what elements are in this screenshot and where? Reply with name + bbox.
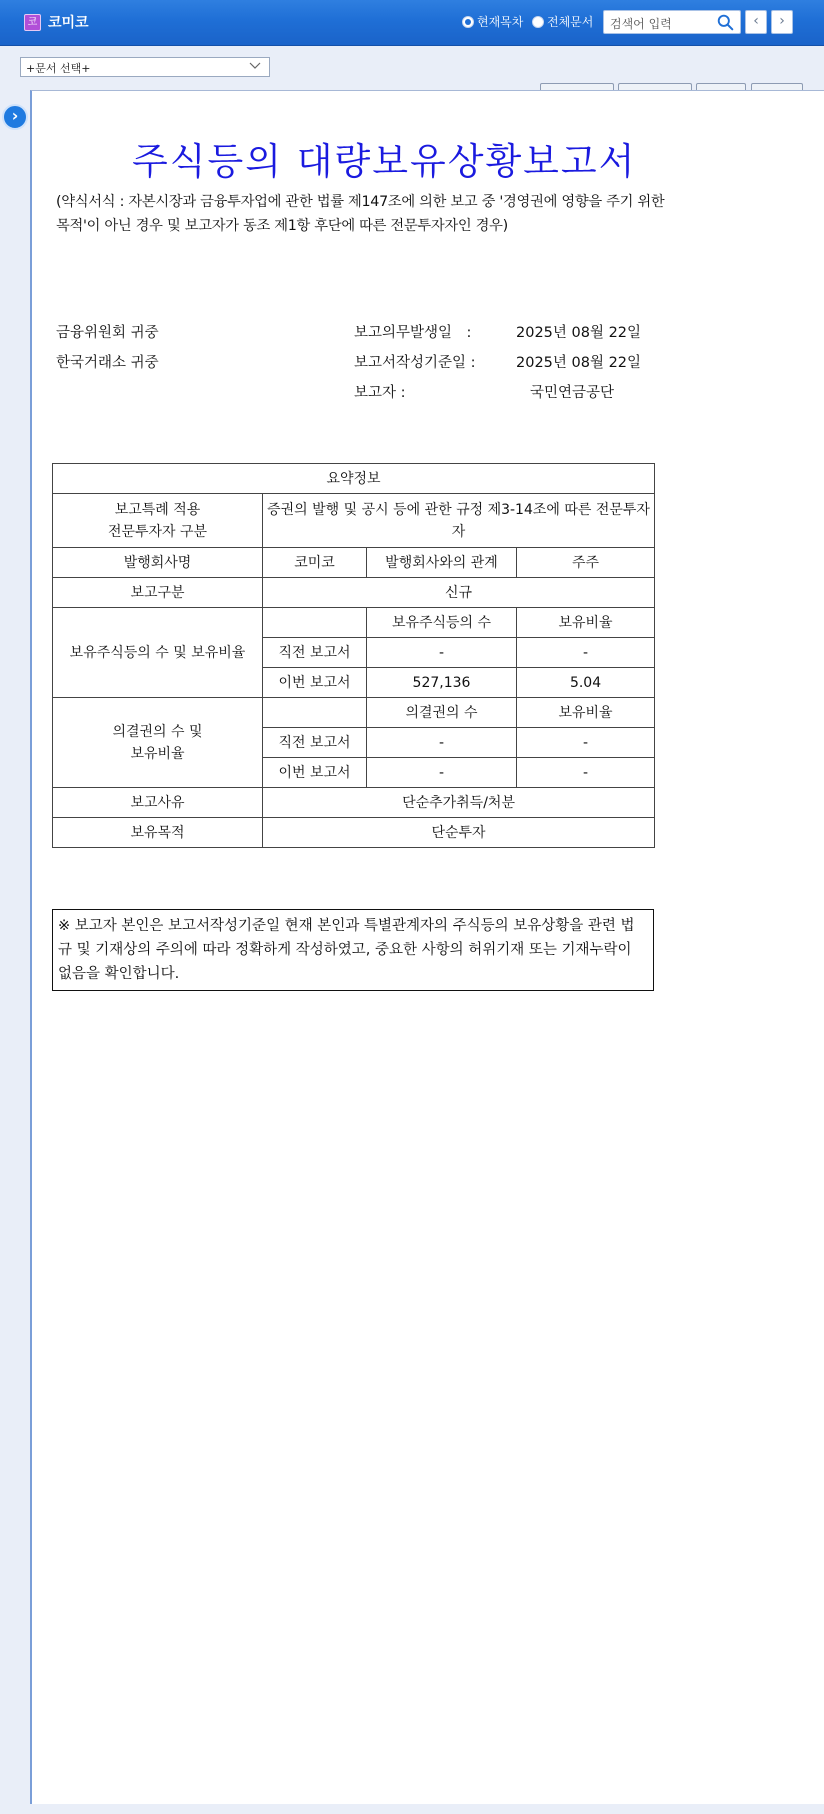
empty-cell [263,698,367,728]
special-label: 보고특례 적용 전문투자자 구분 [53,494,263,548]
votes-prev-ratio: - [517,728,655,758]
chevron-down-icon [249,61,261,71]
addressee-krx: 한국거래소 귀중 [56,355,159,371]
radio-icon[interactable] [532,16,544,28]
purpose-value: 단순투자 [263,818,655,848]
document-select-value: +문서 선택+ [26,62,91,75]
purpose-label: 보유목적 [53,818,263,848]
radio-all-label: 전체문서 [547,15,594,29]
table-row [53,788,655,818]
reason-label: 보고사유 [53,788,263,818]
votes-this-count: - [367,758,517,788]
shares-prev-count: - [367,638,517,668]
votes-count-header: 의결권의 수 [367,698,517,728]
certification-notice: ※ 보고자 본인은 보고서작성기준일 현재 본인과 특별관계자의 주식등의 보유상황을 관련 법규 및 기재상의 주의에 따라 정확하게 작성하였고, 중요한 사항의 허위기재 또는 기재누락이 없음을 확인합니다. [52,909,654,991]
prev-report-label: 직전 보고서 [263,728,367,758]
category-label: 보고구분 [53,578,263,608]
votes-this-ratio: - [517,758,655,788]
shares-ratio-header: 보유비율 [517,608,655,638]
table-row [53,494,655,548]
obligation-date-label: 보고의무발생일 : [354,325,472,341]
reason-value: 단순추가취득/처분 [263,788,655,818]
relation-label: 발행회사와의 관계 [367,548,517,578]
table-row [53,608,655,638]
category-value: 신규 [263,578,655,608]
next-button[interactable]: › [771,10,793,34]
radio-current-toc[interactable] [462,13,523,30]
votes-label: 의결권의 수 및 보유비율 [53,698,263,788]
table-row [53,698,655,728]
reporter-label: 보고자 : [354,385,406,401]
document-viewer [30,90,824,1804]
votes-prev-count: - [367,728,517,758]
search-input[interactable] [603,10,741,34]
shares-prev-ratio: - [517,638,655,668]
base-date-label: 보고서작성기준일 : [354,355,476,371]
obligation-date: 2025년 08월 22일 [516,325,642,341]
issuer-name: 코미코 [263,548,367,578]
base-date: 2025년 08월 22일 [516,355,642,371]
report-subtitle: (약식서식 : 자본시장과 금융투자업에 관한 법률 제147조에 의한 보고 중 '경영권에 영향을 주기 위한 목적'이 아닌 경우 및 보고자가 동조 제1항 후단에 따른 전문투자자인 경우) [56,194,665,234]
top-header [0,0,824,46]
prev-button[interactable]: ‹ [745,10,767,34]
radio-all-docs[interactable] [532,13,593,30]
table-row [53,818,655,848]
prev-report-label: 직전 보고서 [263,638,367,668]
shares-label: 보유주식등의 수 및 보유비율 [53,608,263,698]
document-select[interactable] [20,57,270,77]
empty-cell [263,608,367,638]
summary-title: 요약정보 [53,464,655,494]
special-value: 증권의 발행 및 공시 등에 관한 규정 제3-14조에 따른 전문투자자 [263,494,655,548]
votes-ratio-header: 보유비율 [517,698,655,728]
relation-value: 주주 [517,548,655,578]
shares-this-count: 527,136 [367,668,517,698]
radio-current-label: 현재목차 [477,15,524,29]
shares-this-ratio: 5.04 [517,668,655,698]
report-title: 주식등의 대량보유상황보고서 [132,140,637,183]
this-report-label: 이번 보고서 [263,758,367,788]
table-row [53,548,655,578]
reporter-name: 국민연금공단 [530,385,615,401]
table-row [53,578,655,608]
issuer-label: 발행회사명 [53,548,263,578]
search-icon[interactable] [717,14,734,31]
shares-count-header: 보유주식등의 수 [367,608,517,638]
addressee-fsc: 금융위원회 귀중 [56,325,159,341]
company-title: 코미코 [48,15,89,31]
table-row [53,464,655,494]
company-badge-icon: 코 [24,14,41,31]
sidebar-toggle-button[interactable]: › [2,104,28,130]
summary-table [52,463,655,848]
search-placeholder: 검색어 입력 [610,17,672,31]
this-report-label: 이번 보고서 [263,668,367,698]
radio-icon[interactable] [462,16,474,28]
